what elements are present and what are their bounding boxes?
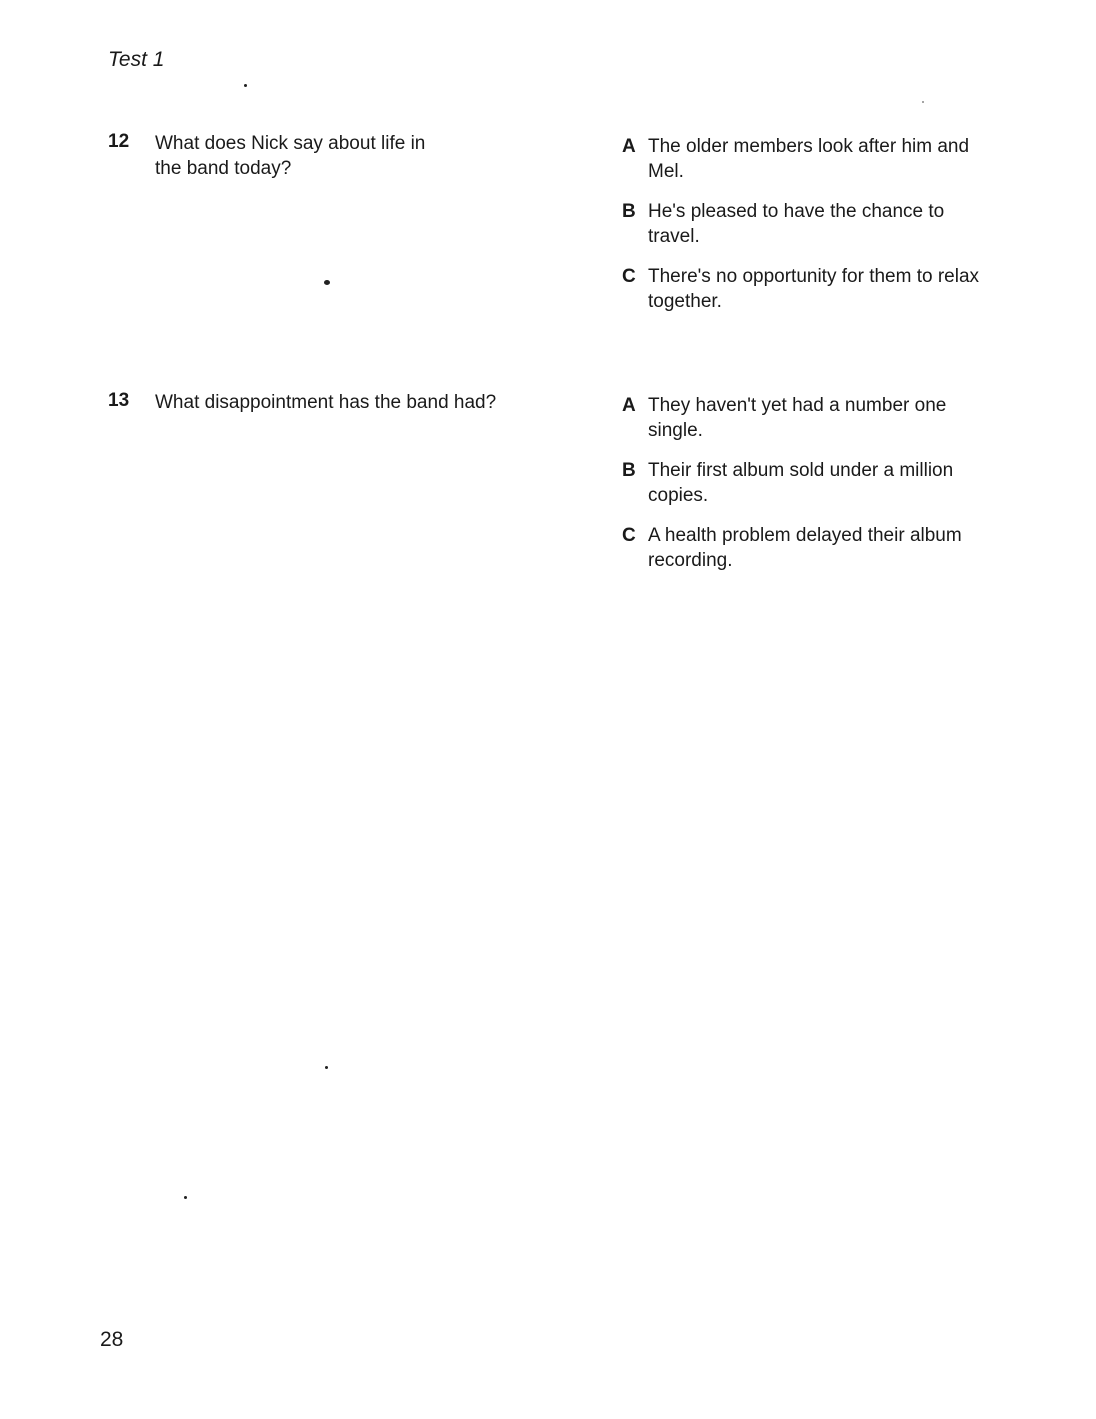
option-b[interactable] [622,458,982,508]
scan-speck [244,84,247,87]
option-c[interactable] [622,523,982,573]
scan-speck [324,280,330,285]
option-text: He's pleased to have the chance to travel. [648,201,945,247]
question-12 [108,131,1088,331]
question-13 [108,390,1088,590]
question-number: 13 [108,390,130,411]
option-a[interactable] [622,393,982,443]
scan-speck [922,101,924,103]
scan-speck [325,1066,328,1069]
question-text: What disappointment has the band had? [155,392,497,413]
question-number: 12 [108,131,130,152]
page-number: 28 [100,1328,124,1351]
option-text: They haven't yet had a number one single. [648,395,947,441]
option-letter: C [622,266,636,287]
option-c[interactable] [622,264,982,314]
answer-options [622,134,982,329]
option-letter: A [622,395,636,416]
option-a[interactable] [622,134,982,184]
option-letter: B [622,201,636,222]
option-text: Their first album sold under a million copies. [648,460,954,506]
question-text: What does Nick say about life in the band today? [155,133,426,179]
scan-speck [184,1196,187,1199]
answer-options [622,393,982,588]
option-b[interactable] [622,199,982,249]
page-header: Test 1 [108,48,165,71]
option-letter: C [622,525,636,546]
option-text: The older members look after him and Mel. [648,136,970,182]
option-letter: B [622,460,636,481]
option-text: There's no opportunity for them to relax together. [648,266,980,312]
option-letter: A [622,136,636,157]
option-text: A health problem delayed their album recording. [648,525,962,571]
